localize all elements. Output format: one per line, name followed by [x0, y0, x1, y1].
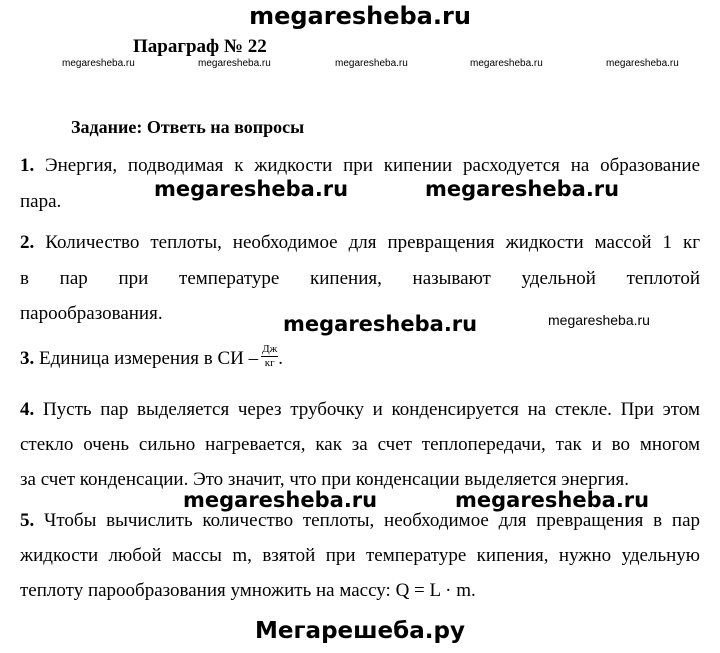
answer-5-line-2: жидкости любой массы m, взятой при температуре кипения, нужно удельную — [20, 545, 700, 566]
answer-5-line-3: теплоту парообразования умножить на массу: Q = L · m. — [20, 580, 476, 601]
answer-number: 5. — [20, 510, 35, 531]
answer-2-line-3: парообразования. — [20, 303, 163, 324]
answer-1-line-1 — [20, 155, 700, 177]
answer-4-line-2: стекло очень сильно нагревается, как за счет теплопередачи, так и во многом — [20, 434, 700, 455]
unit-fraction — [261, 343, 278, 370]
task-heading: Задание: Ответь на вопросы — [71, 117, 305, 137]
watermark-small: megaresheba.ru — [335, 58, 408, 69]
watermark-small: megaresheba.ru — [198, 58, 271, 69]
watermark-small: megaresheba.ru — [606, 58, 679, 69]
watermark-large: megaresheba.ru — [154, 177, 349, 201]
answer-2-line-1 — [20, 232, 700, 254]
answer-number: 2. — [20, 232, 35, 253]
answer-text: Чтобы вычислить количество теплоты, необходимое для превращения в пар — [44, 510, 701, 531]
answer-text: Энергия, подводимая к жидкости при кипении расходуется на образование — [45, 155, 700, 176]
answer-number: 3. — [20, 347, 35, 369]
answer-2-line-2: в пар при температуре кипения, называют удельной теплотой — [20, 268, 700, 289]
watermark-large: megaresheba.ru — [455, 488, 650, 512]
answer-number: 1. — [20, 155, 35, 176]
watermark-header: megaresheba.ru — [249, 2, 471, 30]
watermark-large: megaresheba.ru — [283, 312, 478, 336]
answer-end: . — [278, 347, 283, 369]
answer-number: 4. — [20, 399, 35, 420]
paragraph-title: Параграф № 22 — [133, 36, 267, 57]
answer-3-line — [20, 343, 283, 373]
answer-text: Пусть пар выделяется через трубочку и конденсируется на стекле. При этом — [42, 399, 701, 420]
watermark-footer: Мегарешеба.ру — [255, 618, 465, 644]
answer-1-line-2: пара. — [20, 191, 62, 212]
fraction-denominator: кг — [264, 357, 275, 369]
watermark-large: megaresheba.ru — [183, 488, 378, 512]
answer-text: Количество теплоты, необходимое для превращения жидкости массой 1 кг — [45, 232, 700, 253]
watermark-small: megaresheba.ru — [62, 58, 135, 69]
answer-4-line-3: за счет конденсации. Это значит, что при конденсации выделяется энергия. — [20, 469, 630, 490]
watermark-small: megaresheba.ru — [470, 58, 543, 69]
watermark-large: megaresheba.ru — [425, 177, 620, 201]
answer-5-line-1 — [20, 510, 700, 532]
answer-text: Единица измерения в СИ – — [39, 347, 259, 369]
fraction-numerator: Дж — [262, 343, 278, 355]
answer-4-line-1 — [20, 399, 700, 421]
watermark-medium: megaresheba.ru — [548, 312, 650, 328]
